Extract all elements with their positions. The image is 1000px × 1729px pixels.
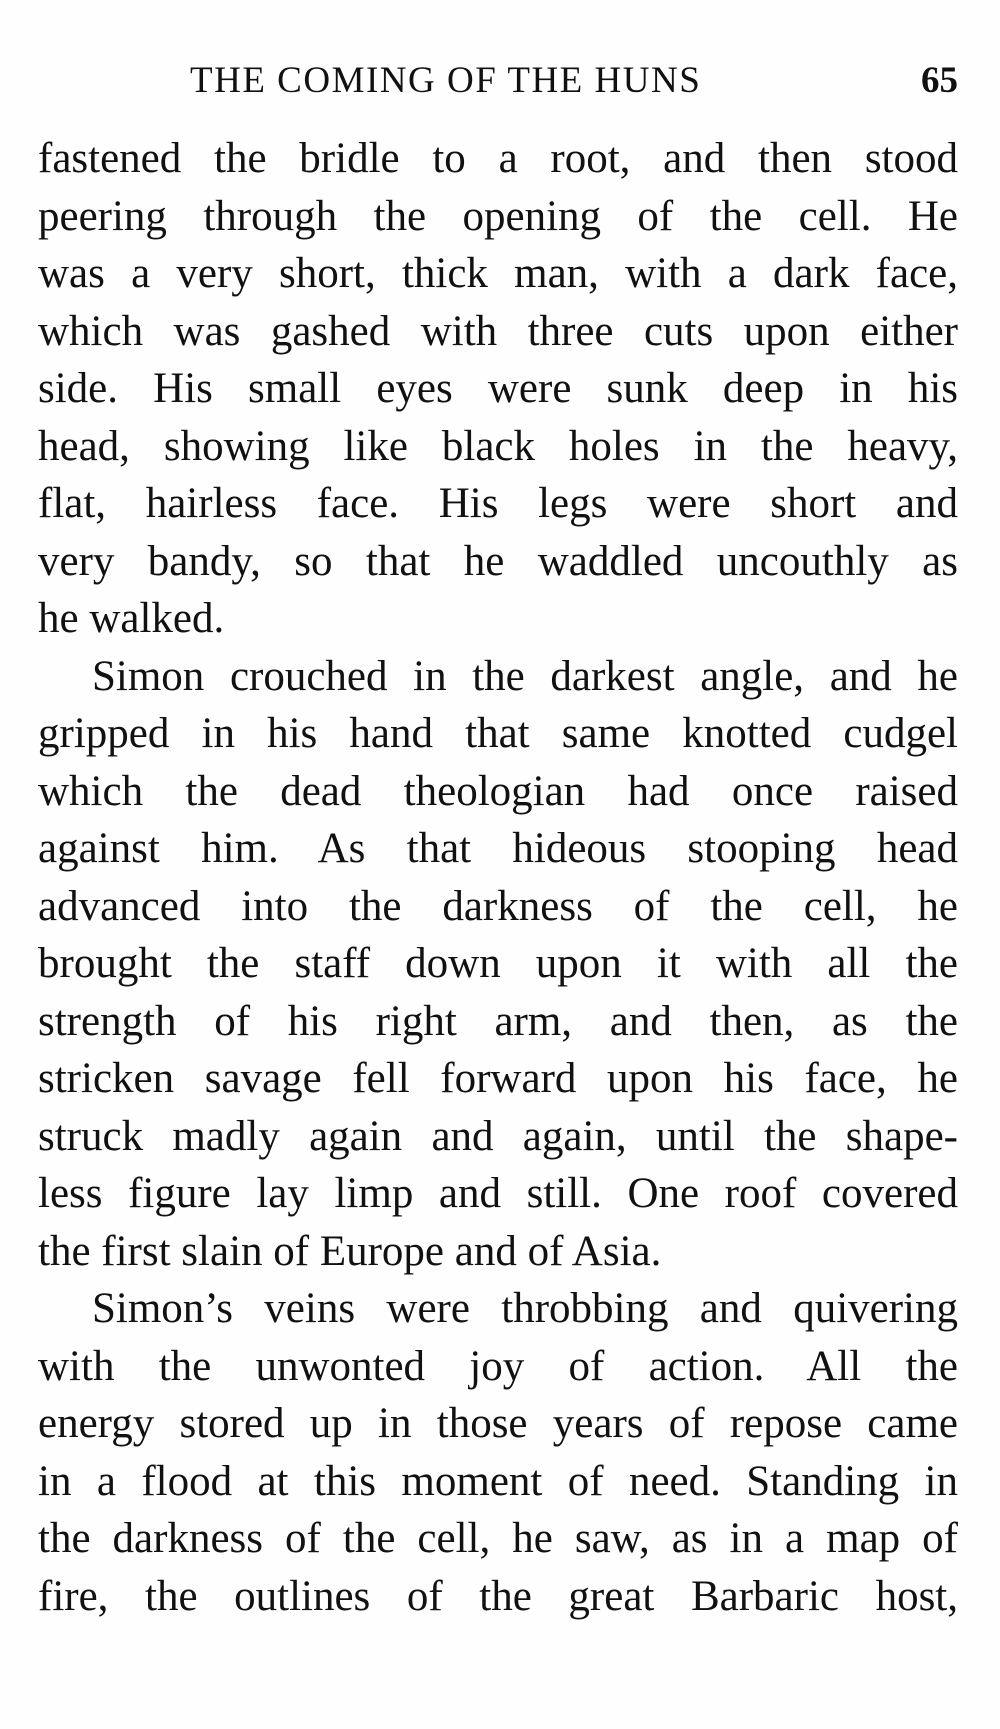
text-line: side. His small eyes were sunk deep in his [38,365,958,412]
paragraph-1 [38,130,958,648]
text-line: Simon’s veins were throbbing and quivering [92,1285,958,1332]
page-number: 65 [921,60,958,101]
body-text [38,130,958,1625]
text-line: peering through the opening of the cell. He [38,192,958,240]
text-line: the first slain of Europe and of Asia. [38,1227,662,1275]
text-line: which the dead theologian had once raised [38,767,958,815]
text-line: which was gashed with three cuts upon either [38,307,958,355]
text-line: Simon crouched in the darkest angle, and he [92,652,958,700]
text-line: with the unwonted joy of action. All the [38,1342,958,1390]
text-line: very bandy, so that he waddled uncouthly as [38,537,958,585]
text-line: against him. As that hideous stooping head [38,825,958,872]
text-line: in a flood at this moment of need. Standing in [38,1457,958,1505]
text-line: energy stored up in those years of repose came [38,1400,958,1447]
text-line: gripped in his hand that same knotted cudgel [38,710,958,757]
text-line: stricken savage fell forward upon his face, he [38,1055,958,1102]
text-line: head, showing like black holes in the heavy, [38,422,958,470]
text-line: less figure lay limp and still. One roof covered [38,1170,958,1217]
paragraph-3 [38,1280,958,1625]
text-line: was a very short, thick man, with a dark face, [38,250,958,297]
text-line: fastened the bridle to a root, and then stood [38,135,958,182]
text-line: struck madly again and again, until the shape- [38,1112,958,1160]
text-line: flat, hairless face. His legs were short and [38,480,958,527]
text-line: strength of his right arm, and then, as the [38,997,958,1045]
text-line: brought the staff down upon it with all the [38,940,958,987]
text-line: fire, the outlines of the great Barbaric host, [38,1572,958,1620]
text-line: the darkness of the cell, he saw, as in a map of [38,1515,958,1562]
text-line: he walked. [38,595,225,642]
text-line: advanced into the darkness of the cell, he [38,882,958,930]
running-title: THE COMING OF THE HUNS [190,60,702,101]
running-head [38,58,958,104]
paragraph-2 [38,648,958,1281]
